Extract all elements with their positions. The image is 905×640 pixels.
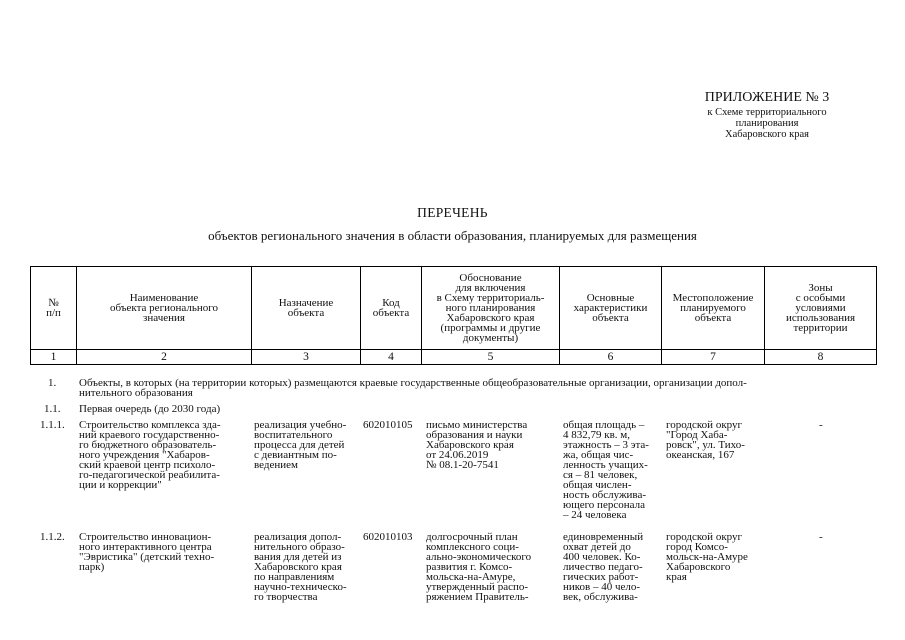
column-number: 6 xyxy=(560,350,662,365)
appendix-block xyxy=(667,90,867,140)
column-number: 5 xyxy=(422,350,560,365)
header-name: Наименование объекта регионального значения xyxy=(77,267,252,350)
appendix-line: Хабаровского края xyxy=(725,129,809,140)
subsection-heading: Первая очередь (до 2030 года) xyxy=(79,403,221,415)
header-location: Местоположение планируемого объекта xyxy=(662,267,765,350)
row-basis: письмо министерства образования и науки Хабаровского края от 24.06.2019 № 08.1-20-7541 xyxy=(426,419,528,471)
row-code: 602010103 xyxy=(363,531,413,543)
header-basis: Обоснование для включения в Схему территориаль- ного планирования Хабаровского края (программы и другие документы) xyxy=(422,267,560,350)
row-location: городской округ "Город Хаба- ровск", ул. Тихо- океанская, 167 xyxy=(666,419,745,461)
row-specs: единовременный охват детей до 400 человек. Ко- личество педаго- гических работ- ников – 40 чело- век, обслужива- xyxy=(563,531,644,603)
row-name: Строительство инновацион- ного интерактивного центра "Эвристика" (детский техно- парк) xyxy=(79,531,215,573)
row-purpose: реализация учебно- воспитательного процесса для детей с девиантным по- ведением xyxy=(254,419,347,471)
column-number: 1 xyxy=(31,350,77,365)
document-title: ПЕРЕЧЕНЬ xyxy=(417,205,488,220)
section-heading: Объекты, в которых (на территории которых) размещаются краевые государственные общеобразовательные организации, организации допол- нительного образования xyxy=(79,377,747,399)
header-table xyxy=(30,266,877,365)
row-basis: долгосрочный план комплексного соци- ально-экономического развития г. Комсо- мольска-на-Амуре, утвержденный распо- ряжением Правитель- xyxy=(426,531,532,603)
header-num: № п/п xyxy=(31,267,77,350)
row-number: 1.1.2. xyxy=(40,531,65,543)
row-number: 1.1.1. xyxy=(40,419,65,431)
appendix-heading: ПРИЛОЖЕНИЕ № 3 xyxy=(704,90,830,105)
appendix-line: планирования xyxy=(735,118,799,129)
row-location: городской округ город Комсо- мольск-на-Амуре Хабаровского края xyxy=(666,531,748,583)
section-number: 1. xyxy=(48,377,57,389)
column-number: 3 xyxy=(252,350,361,365)
appendix-line: к Схеме территориального xyxy=(707,107,827,118)
row-specs: общая площадь – 4 832,79 кв. м, этажность – 3 эта- жа, общая чис- ленность учащих- ся – 81 человек, общая числен- ность обслужива- ющего персонала – 24 человека xyxy=(563,419,649,521)
row-zones: - xyxy=(819,419,823,431)
header-purpose: Назначение объекта xyxy=(252,267,361,350)
column-number: 2 xyxy=(77,350,252,365)
header-specs: Основные характеристики объекта xyxy=(560,267,662,350)
header-zones: Зоны с особыми условиями использования территории xyxy=(765,267,877,350)
column-number: 7 xyxy=(662,350,765,365)
column-number: 4 xyxy=(361,350,422,365)
header-code: Код объекта xyxy=(361,267,422,350)
row-purpose: реализация допол- нительного образо- вания для детей из Хабаровского края по направлениям научно-техническо- го творчества xyxy=(254,531,347,603)
row-name: Строительство комплекса зда- ний краевого государственно- го бюджетного образователь- ного учреждения "Хабаров- ский краевой центр психоло- го-педагогической реабилита- ции и коррекции" xyxy=(79,419,221,491)
row-zones: - xyxy=(819,531,823,543)
subsection-number: 1.1. xyxy=(44,403,61,415)
row-code: 602010105 xyxy=(363,419,413,431)
column-number: 8 xyxy=(765,350,877,365)
document-subtitle: объектов регионального значения в области образования, планируемых для размещения xyxy=(208,228,697,243)
